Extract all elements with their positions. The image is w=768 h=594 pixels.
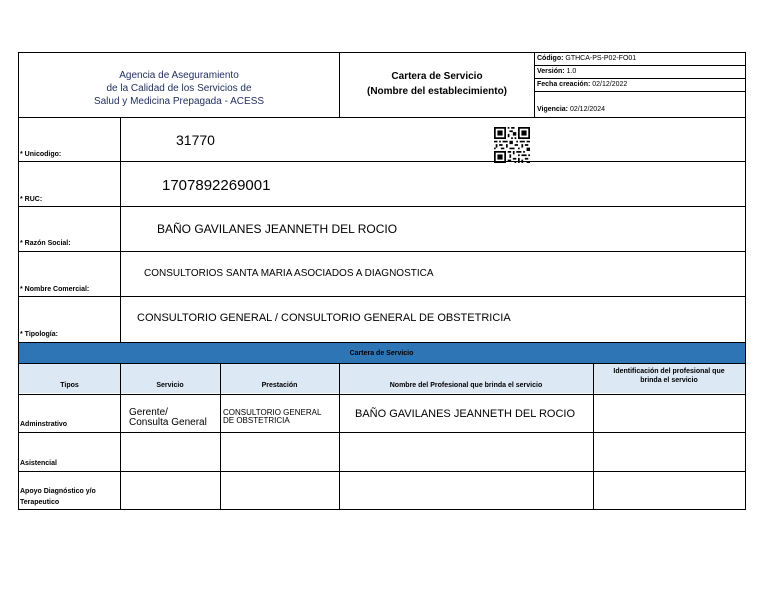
qr-code-icon bbox=[494, 127, 530, 163]
nombre-comercial-value: CONSULTORIOS SANTA MARIA ASOCIADOS A DIAGNOSTICA bbox=[144, 268, 434, 279]
version-label: Versión: bbox=[537, 68, 565, 75]
razon-social-value: BAÑO GAVILANES JEANNETH DEL ROCIO bbox=[157, 222, 398, 236]
tipologia-label: * Tipología: bbox=[20, 331, 58, 338]
unicodigo-label: * Unicodigo: bbox=[20, 151, 62, 158]
row-1-servicio-line-2: Consulta General bbox=[129, 417, 207, 428]
agency-line-2: de la Calidad de los Servicios de bbox=[106, 83, 252, 94]
vigencia-value: 02/12/2024 bbox=[569, 106, 605, 113]
row-1-prestacion-line-1: CONSULTORIO GENERAL bbox=[223, 408, 322, 417]
title-line-1: Cartera de Servicio bbox=[391, 71, 483, 82]
header-tipos: Tipos bbox=[60, 382, 79, 389]
fecha-label: Fecha creación: bbox=[537, 81, 591, 88]
row-tipo-apoyo-line-1: Apoyo Diagnóstico y/o bbox=[20, 488, 96, 495]
nombre-comercial-label: * Nombre Comercial: bbox=[20, 286, 90, 293]
row-1-profesional: BAÑO GAVILANES JEANNETH DEL ROCIO bbox=[355, 408, 576, 420]
razon-social-label: * Razón Social: bbox=[20, 240, 71, 247]
fecha-value: 02/12/2022 bbox=[592, 81, 628, 88]
service-band-title: Cartera de Servicio bbox=[349, 350, 414, 357]
header-profesional: Nombre del Profesional que brinda el servicio bbox=[389, 382, 543, 389]
document-title bbox=[340, 69, 534, 99]
header-identificacion-line-2: brinda el servicio bbox=[640, 377, 698, 384]
ruc-value: 1707892269001 bbox=[162, 177, 271, 194]
row-1-servicio bbox=[129, 408, 207, 428]
version-value: 1.0 bbox=[566, 68, 577, 75]
agency-line-1: Agencia de Aseguramiento bbox=[119, 70, 239, 81]
codigo-value: GTHCA-PS-P02-FO01 bbox=[565, 55, 637, 62]
title-line-2: (Nombre del establecimiento) bbox=[366, 86, 508, 97]
header-identificacion bbox=[593, 367, 745, 385]
row-1-prestacion-line-2: DE OBSTETRICIA bbox=[223, 416, 290, 425]
row-1-prestacion bbox=[223, 409, 321, 425]
row-1-servicio-line-1: Gerente/ bbox=[129, 407, 168, 418]
version-row bbox=[537, 68, 576, 75]
row-tipo-apoyo-line-2: Terapeutico bbox=[20, 499, 60, 506]
vigencia-label: Vigencia: bbox=[537, 106, 568, 113]
row-tipo-administrativo: Adminstrativo bbox=[20, 421, 68, 428]
agency-line-3: Salud y Medicina Prepagada - ACESS bbox=[93, 96, 265, 107]
ruc-label: * RUC: bbox=[20, 196, 43, 203]
row-tipo-apoyo bbox=[20, 486, 96, 508]
unicodigo-value: 31770 bbox=[176, 132, 215, 148]
tipologia-value: CONSULTORIO GENERAL / CONSULTORIO GENERAL DE OBSTETRICIA bbox=[137, 312, 511, 324]
codigo-row bbox=[537, 55, 636, 62]
header-servicio: Servicio bbox=[156, 382, 184, 389]
header-prestacion: Prestación bbox=[261, 382, 298, 389]
agency-name bbox=[20, 69, 338, 108]
row-tipo-asistencial: Asistencial bbox=[20, 460, 57, 467]
header-identificacion-line-1: Identificación del profesional que bbox=[613, 368, 725, 375]
codigo-label: Código: bbox=[537, 55, 564, 62]
vigencia-row bbox=[537, 106, 605, 113]
fecha-row bbox=[537, 81, 627, 88]
